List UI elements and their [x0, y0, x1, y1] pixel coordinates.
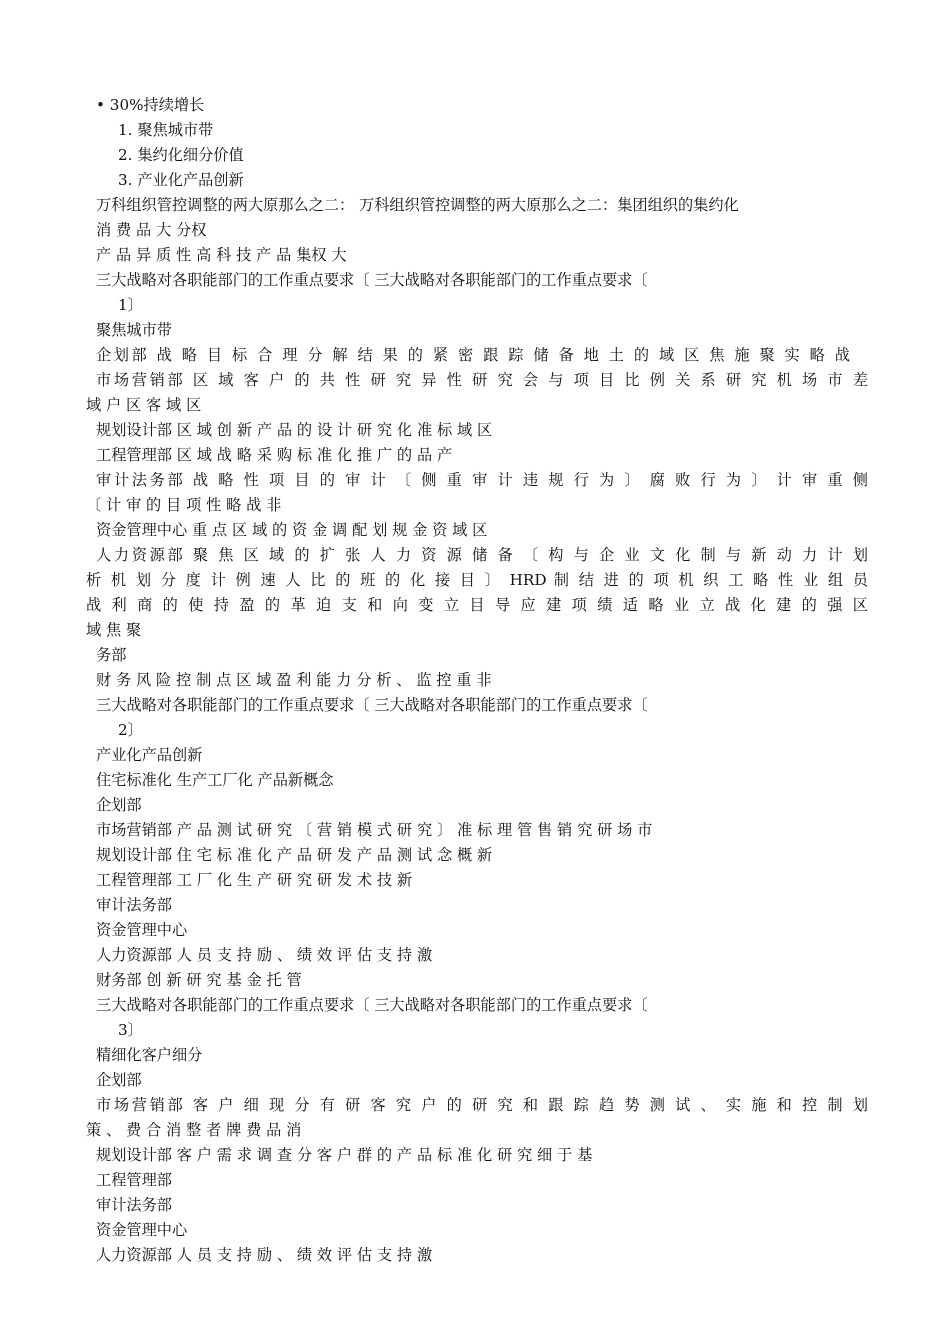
text-line: 工程管理部 [96, 1171, 172, 1189]
subsection-title: 产业化产品创新 [96, 746, 203, 764]
text-line: 住宅标准化 生产工厂化 产品新概念 [96, 771, 334, 789]
text-line: 企划部 [96, 796, 142, 814]
text-line: 审计法务部 战 略 性 项 目 的 审 计 〔 侧 重 审 计 违 规 行 为 〕 腐 败 行 为 〕 计 审 重 侧 [96, 471, 868, 489]
text-line: 规划设计部 住 宅 标 准 化 产 品 研 发 产 品 测 试 念 概 新 [96, 846, 493, 864]
section-heading-number: 1〕 [118, 296, 143, 314]
text-line: 市场营销部 产 品 测 试 研 究 〔 营 销 模 式 研 究 〕 准 标 理 管 售 销 究 研 场 市 [96, 821, 653, 839]
text-line: 审计法务部 [96, 1196, 172, 1214]
text-line: 规划设计部 区 域 创 新 产 品 的 设 计 研 究 化 准 标 域 区 [96, 421, 493, 439]
text-line: 工程管理部 工 厂 化 生 产 研 究 研 发 术 技 新 [96, 871, 413, 889]
text-line: 工程管理部 区 域 战 略 采 购 标 准 化 推 广 的 品 产 [96, 446, 453, 464]
text-line: 企划部 战 略 目 标 合 理 分 解 结 果 的 紧 密 跟 踪 储 备 地 土 的 域 区 焦 施 聚 实 略 战 [96, 346, 850, 364]
text-line: 人力资源部 人 员 支 持 励 、 绩 效 评 估 支 持 激 [96, 1246, 433, 1264]
text-line: 财 务 风 险 控 制 点 区 域 盈 利 能 力 分 析 、 监 控 重 非 [96, 671, 492, 689]
text-line: 产 品 异 质 性 高 科 技 产 品 集权 大 [96, 246, 347, 264]
text-line: 资金管理中心 [96, 921, 188, 939]
text-line: 资金管理中心 [96, 1221, 188, 1239]
text-line: 消 费 品 大 分权 [96, 221, 207, 239]
text-line: 人力资源部 人 员 支 持 励 、 绩 效 评 估 支 持 激 [96, 946, 433, 964]
list-item-3: 3. 产业化产品创新 [118, 171, 244, 189]
text-line: 市场营销部 区 域 客 户 的 共 性 研 究 异 性 研 究 会 与 项 目 比 例 关 系 研 究 机 场 市 差 [96, 371, 868, 389]
bullet-growth: • 30%持续增长 [96, 96, 205, 114]
text-line: 务部 [96, 646, 127, 664]
text-line: 域 焦 聚 [86, 621, 142, 639]
section-heading-number: 3〕 [118, 1021, 143, 1039]
text-line: 战 利 商 的 使 持 盈 的 革 迫 支 和 向 变 立 目 导 应 建 项 绩 适 略 业 立 战 化 建 的 强 区 [86, 596, 868, 614]
text-line: 〔 计 审 的 目 项 性 略 战 非 [86, 496, 282, 514]
list-item-1: 1. 聚焦城市带 [118, 121, 214, 139]
text-line: 万科组织管控调整的两大原那么之二： 万科组织管控调整的两大原那么之二：集团组织的集约化 [96, 196, 739, 214]
section-heading: 三大战略对各职能部门的工作重点要求〔 三大战略对各职能部门的工作重点要求〔 [96, 696, 648, 714]
text-line: 企划部 [96, 1071, 142, 1089]
section-heading: 三大战略对各职能部门的工作重点要求〔 三大战略对各职能部门的工作重点要求〔 [96, 996, 648, 1014]
text-line: 析 机 划 分 度 计 例 速 人 比 的 班 的 化 接 目 〕 HRD 制 结 进 的 项 机 织 工 略 性 业 组 员 [86, 571, 868, 589]
section-heading: 三大战略对各职能部门的工作重点要求〔 三大战略对各职能部门的工作重点要求〔 [96, 271, 648, 289]
text-line: 审计法务部 [96, 896, 172, 914]
text-line: 财务部 创 新 研 究 基 金 托 管 [96, 971, 302, 989]
subsection-title: 聚焦城市带 [96, 321, 172, 339]
section-heading-number: 2〕 [118, 721, 143, 739]
list-item-2: 2. 集约化细分价值 [118, 146, 244, 164]
text-line: 市场营销部 客 户 细 现 分 有 研 客 究 户 的 研 究 和 跟 踪 趋 势 测 试 、 实 施 和 控 制 划 [96, 1096, 868, 1114]
text-line: 策 、 费 合 消 整 者 牌 费 品 消 [86, 1121, 302, 1139]
subsection-title: 精细化客户细分 [96, 1046, 203, 1064]
text-line: 资金管理中心 重 点 区 域 的 资 金 调 配 划 规 金 资 域 区 [96, 521, 488, 539]
text-line: 人力资源部 聚 焦 区 域 的 扩 张 人 力 资 源 储 备 〔 构 与 企 业 文 化 制 与 新 动 力 计 划 [96, 546, 868, 564]
text-line: 域 户 区 客 域 区 [86, 396, 202, 414]
text-line: 规划设计部 客 户 需 求 调 查 分 客 户 群 的 产 品 标 准 化 研 究 细 于 基 [96, 1146, 593, 1164]
